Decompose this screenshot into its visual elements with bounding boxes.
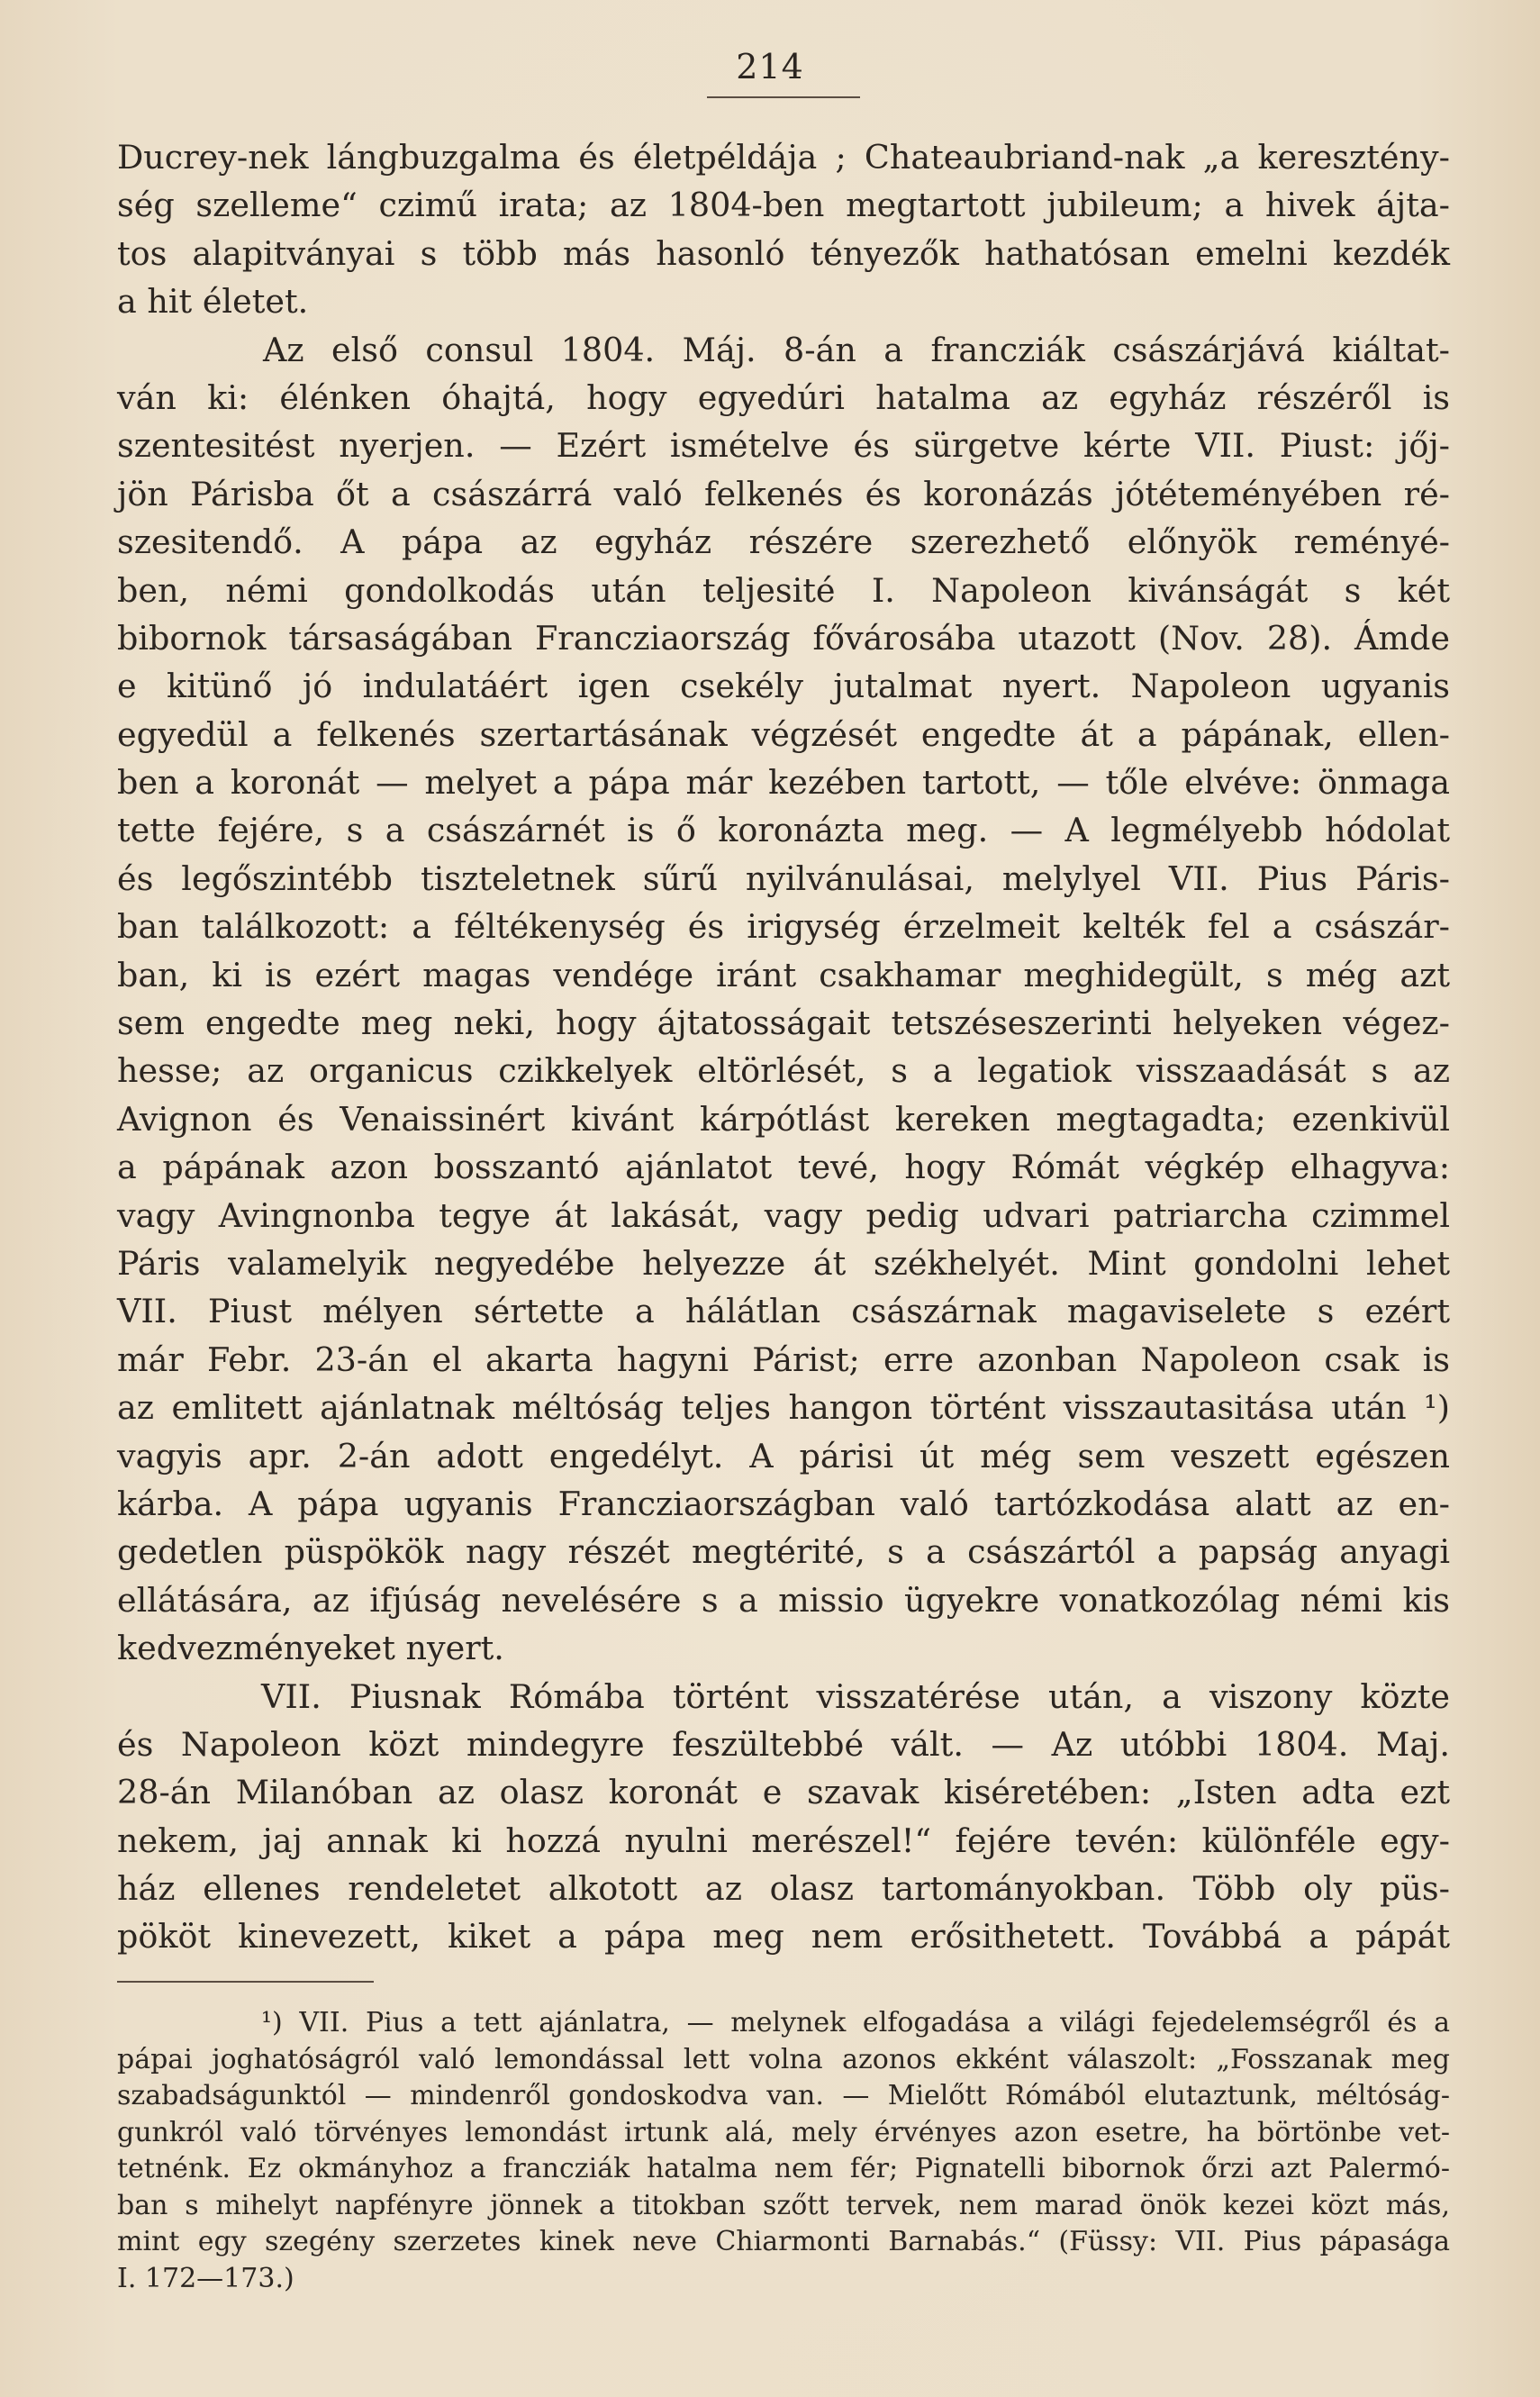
text-line: jön Párisba őt a császárrá való felkenés és koronázás jótéteményében ré- bbox=[117, 474, 1450, 513]
text-line: Az első consul 1804. Máj. 8-án a francziák császárjává kiáltat- bbox=[263, 330, 1450, 369]
text-line: az emlitett ajánlatnak méltóság teljes hangon történt visszautasitása után ¹) bbox=[117, 1388, 1450, 1428]
text-line: gedetlen püspökök nagy részét megtérité, s a császártól a papság anyagi bbox=[117, 1532, 1450, 1572]
text-line: kárba. A pápa ugyanis Francziaországban való tartózkodása alatt az en- bbox=[117, 1484, 1450, 1523]
text-line: e kitünő jó indulatáért igen csekély jutalmat nyert. Napoleon ugyanis bbox=[117, 667, 1450, 706]
text-line: 28-án Milanóban az olasz koronát e szavak kiséretében: „Isten adta ezt bbox=[117, 1773, 1450, 1812]
text-line: már Febr. 23-án el akarta hagyni Párist; erre azonban Napoleon csak is bbox=[117, 1339, 1450, 1379]
footnote-line: szabadságunktól — mindenről gondoskodva van. — Mielőtt Rómából elutaztunk, méltóság- bbox=[117, 2080, 1450, 2111]
text-line: VII. Piust mélyen sértette a hálátlan császárnak magaviselete s ezért bbox=[117, 1292, 1450, 1331]
main-text bbox=[117, 133, 1450, 1961]
text-line: egyedül a felkenés szertartásának végzését engedte át a pápának, ellen- bbox=[117, 714, 1450, 754]
text-line: ban találkozott: a féltékenység és irigység érzelmeit kelték fel a császár- bbox=[117, 907, 1450, 947]
text-line: vagy Avingnonba tegye át lakását, vagy pedig udvari patriarcha czimmel bbox=[117, 1195, 1450, 1235]
text-line: kedvezményeket nyert. bbox=[117, 1629, 504, 1668]
footnote-line: pápai joghatóságról való lemondással lett volna azonos ekként válaszolt: „Fosszanak meg bbox=[117, 2043, 1450, 2075]
footnote bbox=[117, 2005, 1450, 2297]
text-line: a hit életet. bbox=[117, 282, 309, 322]
footnote-rule bbox=[117, 1981, 374, 1983]
text-line: tos alapitványai s több más hasonló tényezők hathatósan emelni kezdék bbox=[117, 233, 1450, 273]
footnote-line: mint egy szegény szerzetes kinek neve Chiarmonti Barnabás.“ (Füssy: VII. Pius pápasága bbox=[117, 2226, 1450, 2257]
footnote-line: gunkról való törvényes lemondást irtunk alá, mely érvényes azon esetre, ha börtönbe vet- bbox=[117, 2116, 1450, 2148]
text-line: Ducrey-nek lángbuzgalma és életpéldája ; Chateaubriand-nak „a keresztény- bbox=[117, 138, 1450, 177]
text-line: bibornok társaságában Francziaország fővárosába utazott (Nov. 28). Ámde bbox=[117, 618, 1450, 658]
text-line: vagyis apr. 2-án adott engedélyt. A párisi út még sem veszett egészen bbox=[117, 1436, 1450, 1475]
text-line: VII. Piusnak Rómába történt visszatérése után, a viszony közte bbox=[261, 1676, 1450, 1716]
text-line: ség szelleme“ czimű irata; az 1804-ben megtartott jubileum; a hivek ájta- bbox=[117, 186, 1450, 225]
text-line: szentesitést nyerjen. — Ezért ismételve és sürgetve kérte VII. Piust: jőj- bbox=[117, 426, 1450, 466]
text-line: tette fejére, s a császárnét is ő koronázta meg. — A legmélyebb hódolat bbox=[117, 811, 1450, 850]
text-line: ben a koronát — melyet a pápa már kezében tartott, — tőle elvéve: önmaga bbox=[117, 763, 1450, 803]
footnote-line: tetnénk. Ez okmányhoz a francziák hatalma nem fér; Pignatelli bibornok őrzi azt Palermó- bbox=[117, 2153, 1450, 2184]
text-line: a pápának azon bosszantó ajánlatot tevé, hogy Rómát végkép elhagyva: bbox=[117, 1148, 1450, 1187]
text-line: ellátására, az ifjúság nevelésére s a missio ügyekre vonatkozólag némi kis bbox=[117, 1580, 1450, 1620]
footnote-line: I. 172—173.) bbox=[117, 2262, 294, 2294]
text-line: Avignon és Venaissinért kivánt kárpótlást kereken megtagadta; ezenkivül bbox=[117, 1099, 1450, 1139]
text-line: hesse; az organicus czikkelyek eltörlését, s a legatiok visszaadását s az bbox=[117, 1051, 1450, 1091]
text-line: ház ellenes rendeletet alkotott az olasz tartományokban. Több oly püs- bbox=[117, 1869, 1450, 1909]
text-line: szesitendő. A pápa az egyház részére szerezhető előnyök reményé- bbox=[117, 522, 1450, 562]
header-rule bbox=[707, 96, 860, 98]
page-number: 214 bbox=[736, 47, 804, 86]
text-line: Páris valamelyik negyedébe helyezze át székhelyét. Mint gondolni lehet bbox=[117, 1243, 1450, 1283]
footnote-line: ban s mihelyt napfényre jönnek a titokban szőtt tervek, nem marad önök kezei közt más, bbox=[117, 2189, 1450, 2221]
text-line: ben, némi gondolkodás után teljesité I. Napoleon kivánságát s két bbox=[117, 570, 1450, 610]
text-line: és legőszintébb tiszteletnek sűrű nyilvánulásai, melylyel VII. Pius Páris- bbox=[117, 858, 1450, 898]
text-line: és Napoleon közt mindegyre feszültebbé vált. — Az utóbbi 1804. Maj. bbox=[117, 1724, 1450, 1764]
text-line: nekem, jaj annak ki hozzá nyulni merészel!“ fejére tevén: különféle egy- bbox=[117, 1820, 1450, 1860]
text-line: sem engedte meg neki, hogy ájtatosságait tetszéseszerinti helyeken végez- bbox=[117, 1003, 1450, 1043]
text-line: ban, ki is ezért magas vendége iránt csakhamar meghidegült, s még azt bbox=[117, 955, 1450, 994]
footnote-line: ¹) VII. Pius a tett ajánlatra, — melynek elfogadása a világi fejedelemségről és a bbox=[261, 2007, 1450, 2038]
text-line: pököt kinevezett, kiket a pápa meg nem erősithetett. Továbbá a pápát bbox=[117, 1917, 1450, 1957]
text-line: ván ki: élénken óhajtá, hogy egyedúri hatalma az egyház részéről is bbox=[117, 377, 1450, 417]
